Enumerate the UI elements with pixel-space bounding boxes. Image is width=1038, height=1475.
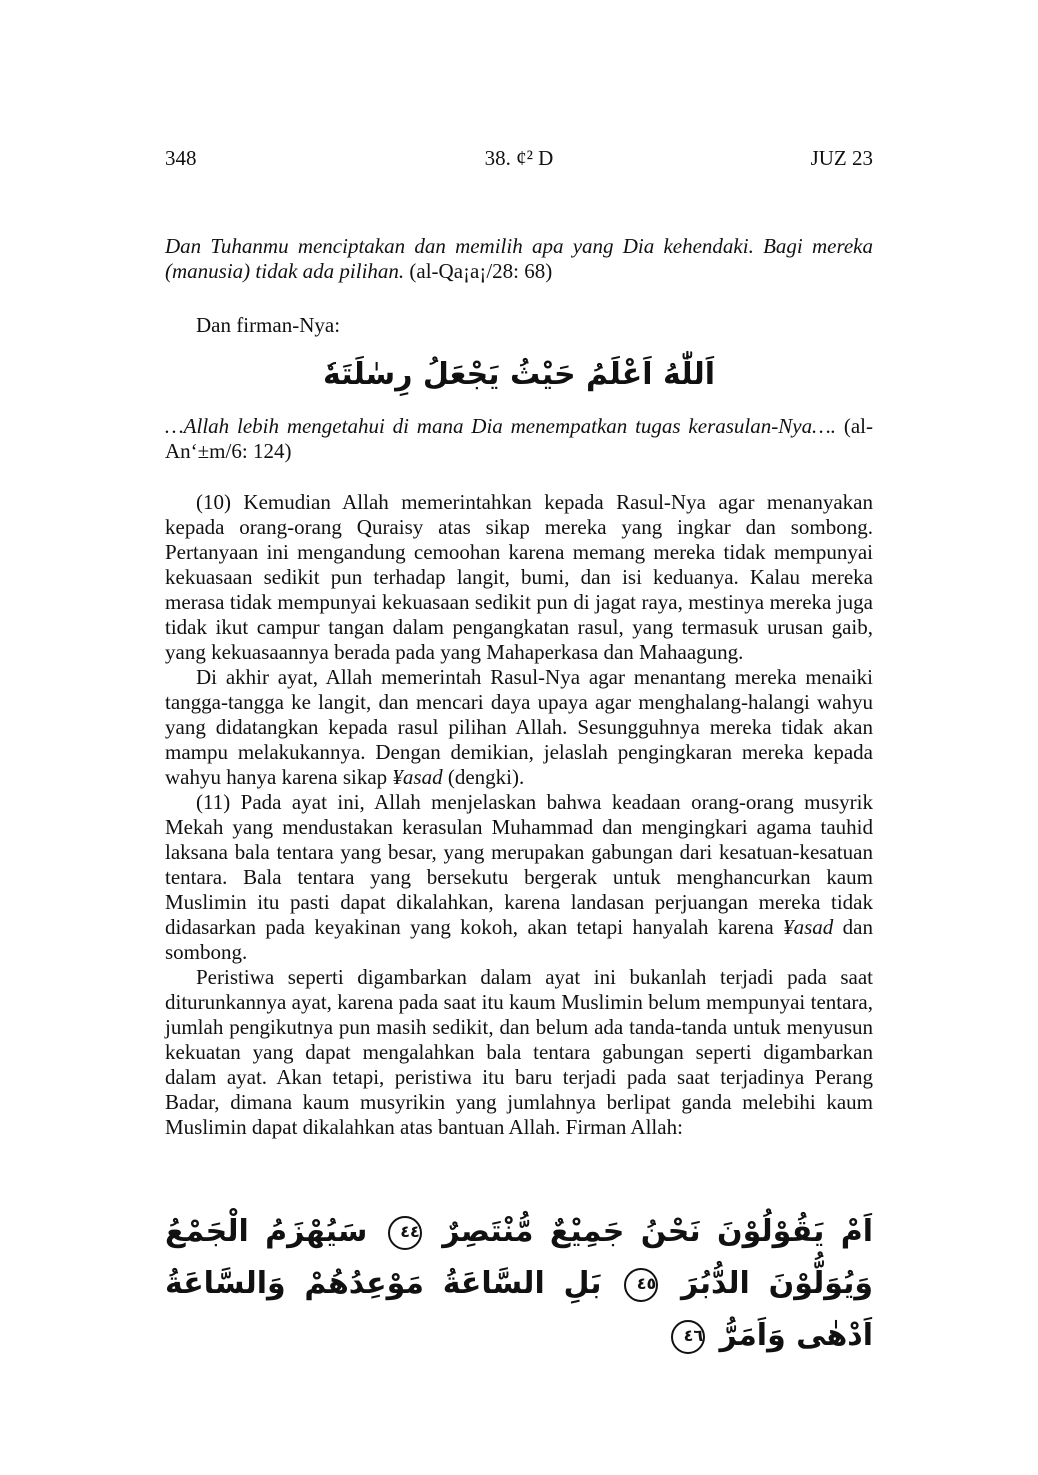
firman-intro: Dan firman-Nya: (196, 313, 341, 337)
page-header (165, 146, 873, 174)
quote-2-reference: (al-An‘±m/6: 124) (165, 414, 873, 463)
hasad-term: ¥asad (392, 765, 443, 789)
quote-translation-1 (165, 234, 873, 284)
arabic-verse-1: اَللّٰهُ اَعْلَمُ حَيْثُ يَجْعَلُ رِسٰلَتَهٗ (323, 357, 715, 392)
paragraph-10: (10) Kemudian Allah memerintahkan kepada Rasul-Nya agar menanyakan kepada orang-orang Quraisy atas sikap mereka yang ingkar dan sombong. Pertanyaan ini mengandung cemoohan karena memang mereka tidak mempunyai kekuasaan sedikit pun terhadap langit, bumi, dan isi keduanya. Kalau mereka merasa tidak mempunyai kekuasaan sedikit pun di jagat raya, mestinya mereka juga tidak ikut campur tangan dalam pengangkatan rasul, yang termasuk urusan gaib, yang kekuasaannya berada pada yang Mahaperkasa dan Mahaagung. (165, 490, 873, 664)
juz-label: JUZ 23 (810, 146, 873, 170)
commentary-body (165, 490, 873, 1140)
ayah-number-45: ٤٥ (624, 1268, 658, 1302)
quote-1-reference: (al-Qa¡a¡/28: 68) (404, 259, 553, 283)
paragraph-11: (11) Pada ayat ini, Allah menjelaskan bahwa keadaan orang-orang musyrik Mekah yang mendustakan kerasulan Muhammad dan mengingkari agama tauhid laksana bala tentara yang besar, yang merupakan gabungan dari kesatuan-kesatuan tentara. Bala tentara yang bersekutu bergerak untuk menghancurkan kaum Muslimin itu pasti dapat dikalahkan, karena landasan perjuangan mereka tidak didasarkan pada keyakinan yang kokoh, akan tetapi hanyalah karena ¥asad dan sombong. (165, 790, 873, 964)
page-number: 348 (165, 146, 197, 170)
quote-1-text: Dan Tuhanmu menciptakan dan memilih apa yang Dia kehendaki. Bagi mereka (manusia) tidak ada pilihan. (165, 234, 873, 283)
quote-2-text: …Allah lebih mengetahui di mana Dia menempatkan tugas kerasulan-Nya…. (165, 414, 837, 438)
paragraph-peristiwa: Peristiwa seperti digambarkan dalam ayat ini bukanlah terjadi pada saat diturunkannya ayat, karena pada saat itu kaum Muslimin belum mempunyai tentara, jumlah pengikutnya pun masih sedikit, dan belum ada tanda-tanda untuk menyusun kekuatan yang dapat mengalahkan bala tentara gabungan seperti digambarkan dalam ayat. Akan tetapi, peristiwa itu baru terjadi pada saat terjadinya Perang Badar, dimana kaum musyrikin yang jumlahnya berlipat ganda melebihi kaum Muslimin dapat dikalahkan atas bantuan Allah. Firman Allah: (165, 965, 873, 1139)
ayah-number-44: ٤٤ (388, 1216, 422, 1250)
surah-title: 38. ¢² D (484, 146, 554, 170)
arabic-verse-44: اَمْ يَقُوْلُوْنَ نَحْنُ جَمِيْعٌ مُّنْتَصِرٌ (442, 1214, 874, 1249)
ayah-number-46: ٤٦ (671, 1320, 705, 1354)
hasad-term: ¥asad (783, 915, 834, 939)
arabic-verse-46: بَلِ السَّاعَةُ مَوْعِدُهُمْ وَالسَّاعَةُ اَدْهٰى وَاَمَرُّ (165, 1266, 873, 1353)
arabic-verse-45: سَيُهْزَمُ الْجَمْعُ وَيُوَلُّوْنَ الدُّبُرَ (165, 1214, 873, 1301)
arabic-verse-2 (165, 1206, 873, 1362)
paragraph-ayat-end: Di akhir ayat, Allah memerintah Rasul-Nya agar menantang mereka menaiki tangga-tangga ke langit, dan mencari daya upaya agar menghalang-halangi wahyu yang didatangkan kepada rasul pilihan Allah. Sesungguhnya mereka tidak akan mampu melakukannya. Dengan demikian, jelaslah pengingkaran mereka kepada wahyu hanya karena sikap ¥asad (dengki). (165, 665, 873, 789)
quote-translation-2 (165, 414, 873, 464)
